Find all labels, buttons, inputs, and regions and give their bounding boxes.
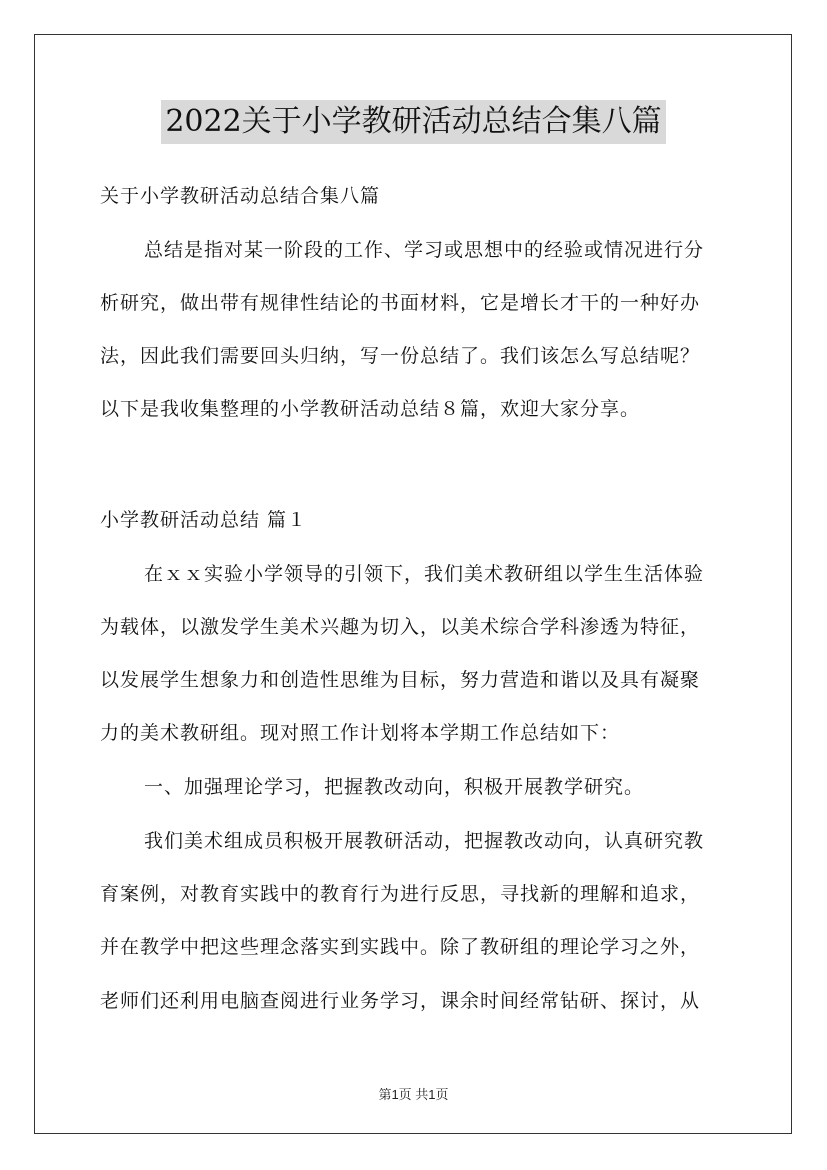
paragraph-line: 育案例，对教育实践中的教育行为进行反思，寻找新的理解和追求， [100,883,701,905]
paragraph-line: 为载体，以激发学生美术兴趣为切入，以美术综合学科渗透为特征， [100,616,701,638]
paragraph-line: 在ｘｘ实验小学领导的引领下，我们美术教研组以学生生活体验 [144,563,705,585]
paragraph-line: 力的美术教研组。现对照工作计划将本学期工作总结如下： [100,722,621,744]
section-heading: 小学教研活动总结 篇１ [100,509,308,531]
document-subtitle: 关于小学教研活动总结合集八篇 [100,185,381,207]
intro-line: 以下是我收集整理的小学教研活动总结８篇，欢迎大家分享。 [100,398,641,420]
document-title: 2022关于小学教研活动总结合集八篇 [161,100,665,144]
intro-line: 法，因此我们需要回头归纳，写一份总结了。我们该怎么写总结呢？ [100,345,701,367]
paragraph-line: 我们美术组成员积极开展教研活动，把握教改动向，认真研究教 [144,830,705,852]
intro-line: 析研究，做出带有规律性结论的书面材料，它是增长才干的一种好办 [100,292,701,314]
paragraph-line: 并在教学中把这些理念落实到实践中。除了教研组的理论学习之外， [100,936,701,958]
page-number: 第1页 共1页 [378,1087,449,1102]
paragraph-line: 以发展学生想象力和创造性思维为目标，努力营造和谐以及具有凝聚 [100,669,701,691]
paragraph-line: 老师们还利用电脑查阅进行业务学习，课余时间经常钻研、探讨，从 [100,990,701,1012]
intro-line: 总结是指对某一阶段的工作、学习或思想中的经验或情况进行分 [144,239,705,261]
list-item-heading: 一、加强理论学习，把握教改动向，积极开展教学研究。 [144,776,645,798]
